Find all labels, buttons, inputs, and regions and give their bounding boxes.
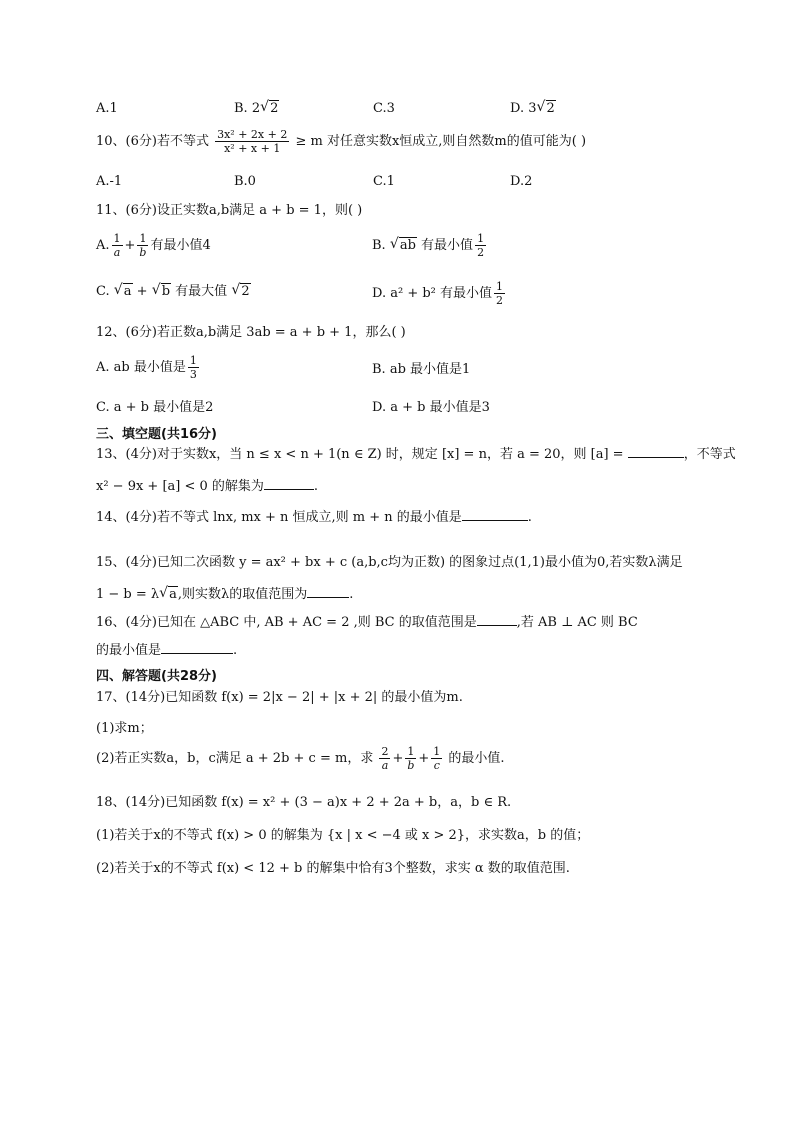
q9-options [96,101,734,123]
q12-option-d: D. a + b 最小值是3 [372,400,490,415]
q17-part-1: (1)求m； [96,721,153,736]
section-3-heading: 三、填空题(共16分) [96,427,217,442]
section-4-heading: 四、解答题(共28分) [96,669,217,684]
q15-blank[interactable] [307,587,349,598]
q13-line-1: 13、(4分)对于实数x，当 n ≤ x < n + 1(n ∈ Z) 时，规定 [x] = n，若 a = 20，则 [a] = ，不等式 [96,447,736,462]
q11-options-ab [96,232,734,262]
q11-options-cd [96,280,734,310]
q18-part-2: (2)若关于x的不等式 f(x) < 12 + b 的解集中恰有3个整数，求实 α 数的取值范围. [96,861,570,876]
q9-option-b: B. 2√ 2 [234,101,279,116]
q15-line-2: 1 − b = λ√ a,则实数λ的取值范围为 . [96,583,353,602]
q12-option-c: C. a + b 最小值是2 [96,400,214,415]
q9-option-c: C.3 [373,101,395,116]
q13-line-2: x² − 9x + [a] < 0 的解集为 . [96,479,319,494]
q18-stem: 18、(14分)已知函数 f(x) = x² + (3 − a)x + 2 + 2a + b，a，b ∈ R. [96,795,512,810]
q13-blank-2[interactable] [264,479,314,490]
q17-stem: 17、(14分)已知函数 f(x) = 2|x − 2| + |x + 2| 的最小值为m. [96,690,463,705]
q12-option-a: A. ab 最小值是 $\frac{1}{3}$ [96,354,197,381]
q10-options [96,174,734,196]
q16-line-2: 的最小值是 . [96,643,238,658]
q10-fraction: $\frac{\text{3x² + 2x + 2}}{\text{x² + x + 1}}$ [217,128,288,155]
q9-option-d: D. 3√ 2 [510,101,556,116]
q12-options-cd [96,396,734,418]
q10-stem: 10、(6分)若不等式 $\frac{\text{3x² + 2x + 2}}{\text{x² + x + 1}}$ ≥ m 对任意实数x恒成立,则自然数m的值可能为( ) [96,128,587,155]
q11-option-a: A. $\frac{1}{a}$ + $\frac{1}{b}$ 有最小值4 [96,232,211,259]
q14: 14、(4分)若不等式 lnx, mx + n 恒成立,则 m + n 的最小值是 . [96,510,532,525]
q11-option-b: B. √ ab 有最小值 $\frac{1}{2}$ [372,232,488,259]
q9-option-a: A.1 [96,101,118,116]
q16-blank-2[interactable] [161,643,233,654]
q11-option-d: D. a² + b² 有最小值 $\frac{1}{2}$ [372,280,504,307]
q10-option-d: D.2 [510,174,533,189]
q13-blank-1[interactable] [628,447,684,458]
q11-option-c: C. √ a + √ b 有最大值 √ 2 [96,280,251,299]
q10-option-b: B.0 [234,174,256,189]
q11-stem: 11、(6分)设正实数a,b满足 a + b = 1，则( ) [96,203,363,218]
q12-stem: 12、(6分)若正数a,b满足 3ab = a + b + 1，那么( ) [96,325,406,340]
q16-blank-1[interactable] [477,615,517,626]
q18-part-1: (1)若关于x的不等式 f(x) > 0 的解集为 {x | x < −4 或 x > 2}，求实数a，b 的值； [96,828,590,843]
q12-options-ab [96,354,734,384]
q14-blank[interactable] [462,510,528,521]
q10-option-a: A.-1 [96,174,123,189]
q17-part-2: (2)若正实数a，b，c满足 a + 2b + c = m，求 $\frac{2}{a}$ + $\frac{1}{b}$ + $\frac{1}{c}$ 的最小值. [96,745,505,772]
q10-option-c: C.1 [373,174,395,189]
q16-line-1: 16、(4分)已知在 △ABC 中, AB + AC = 2 ,则 BC 的取值范围是 ,若 AB ⊥ AC 则 BC [96,615,638,630]
q15-line-1: 15、(4分)已知二次函数 y = ax² + bx + c (a,b,c均为正数) 的图象过点(1,1)最小值为0,若实数λ满足 [96,555,683,570]
q12-option-b: B. ab 最小值是1 [372,362,471,377]
